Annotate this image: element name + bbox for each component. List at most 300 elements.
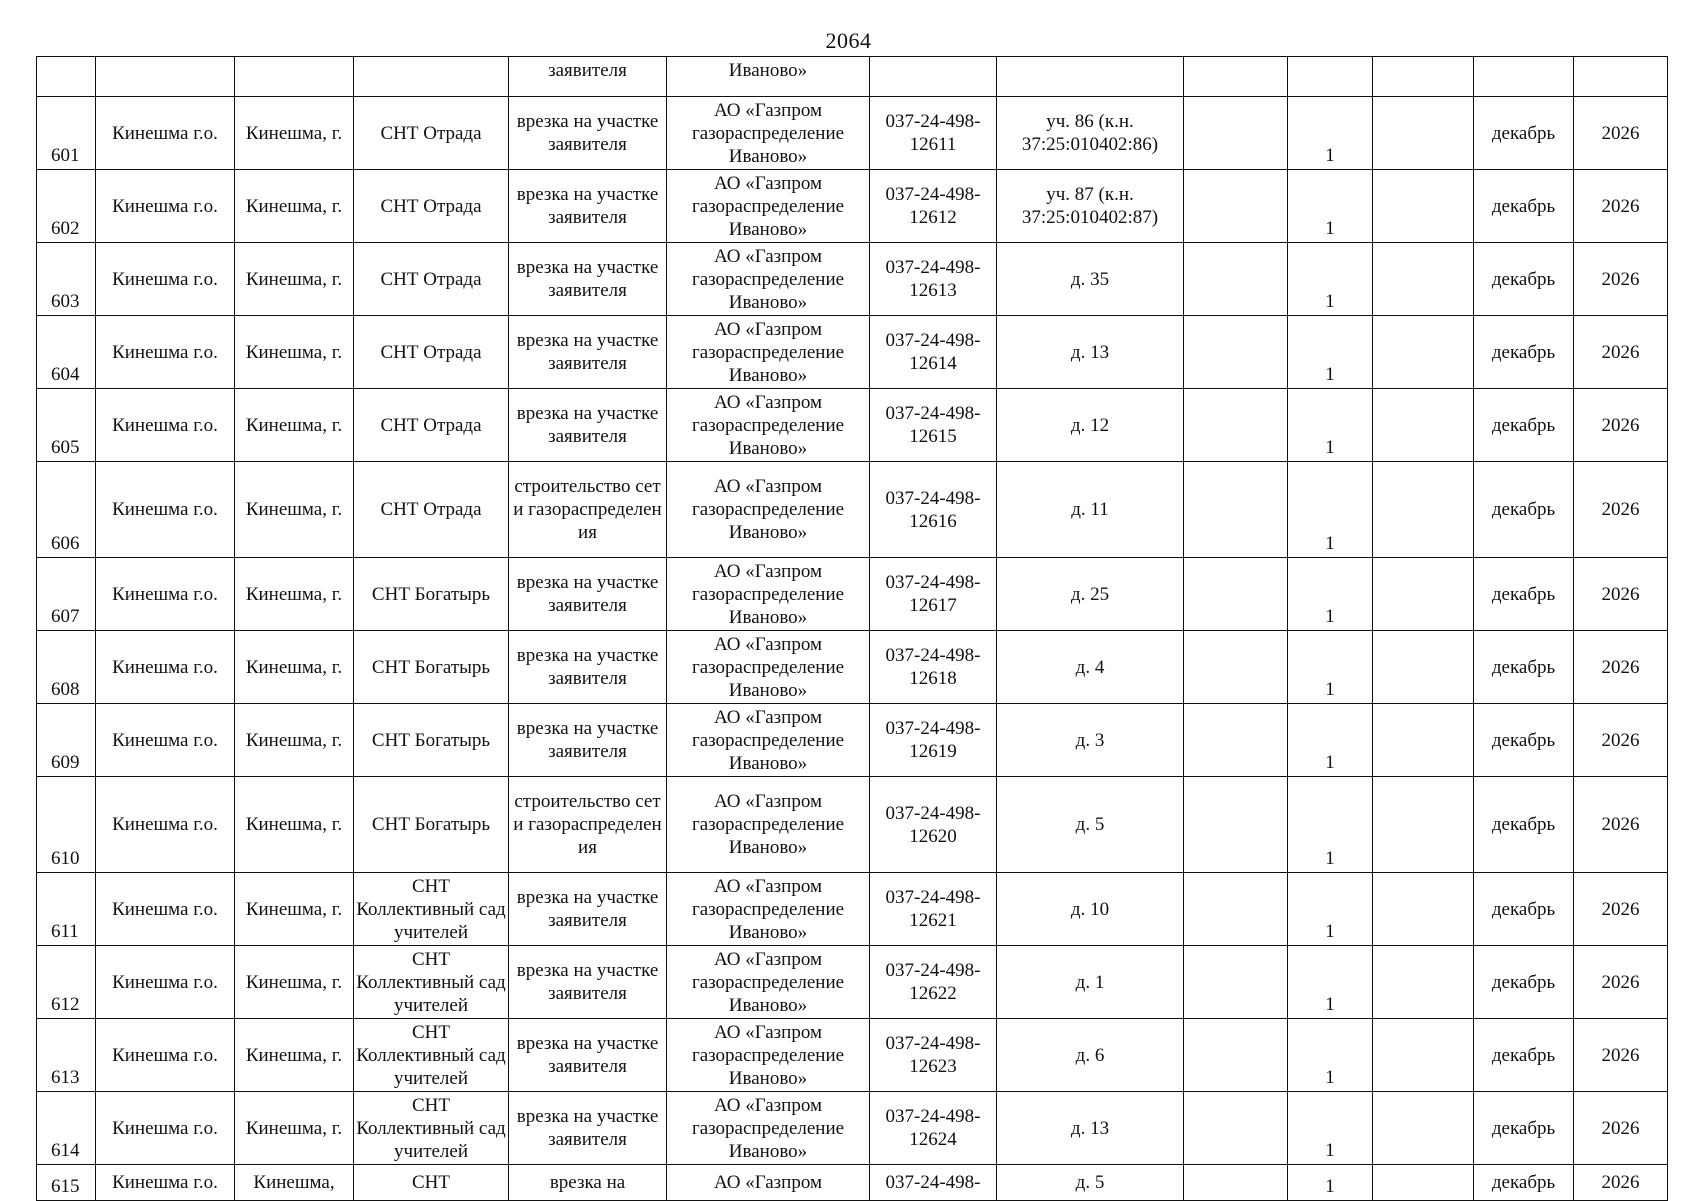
city-cell xyxy=(235,57,354,97)
address-cell xyxy=(997,170,1184,243)
city-text: Кинешма, xyxy=(253,1172,335,1193)
year-text: 2026 xyxy=(1601,971,1640,993)
city-text: Кинешма, г. xyxy=(245,268,343,290)
row-number-text: 613 xyxy=(51,1067,80,1088)
organization-text: АО «Газпром газораспределение Иваново» xyxy=(691,318,845,386)
snt-cell xyxy=(354,704,509,777)
table-row xyxy=(37,946,1668,1019)
year-cell xyxy=(1574,389,1668,462)
work-type-text: врезка на участке заявителя xyxy=(516,1033,659,1077)
city-text: Кинешма, г. xyxy=(245,583,343,605)
code-text: 037-24-498-12617 xyxy=(885,572,981,616)
month-text: декабрь xyxy=(1491,656,1556,678)
address-cell xyxy=(997,558,1184,631)
year-text: 2026 xyxy=(1601,122,1640,144)
month-cell xyxy=(1474,170,1574,243)
snt-cell xyxy=(354,631,509,704)
empty-cell xyxy=(1373,777,1474,873)
district-text: Кинешма г.о. xyxy=(112,268,218,290)
month-text: декабрь xyxy=(1491,814,1556,835)
empty-cell xyxy=(1184,1019,1288,1092)
address-text: д. 4 xyxy=(1075,656,1105,678)
work-type-cell xyxy=(509,1165,667,1201)
empty-cell xyxy=(1184,57,1288,97)
snt-cell xyxy=(354,777,509,873)
work-type-cell xyxy=(509,558,667,631)
row-number xyxy=(37,777,96,873)
count-text: 1 xyxy=(1325,1140,1335,1161)
code-cell xyxy=(870,316,997,389)
empty-cell xyxy=(1373,873,1474,946)
empty-cell xyxy=(1373,462,1474,558)
year-cell xyxy=(1574,243,1668,316)
table-row xyxy=(37,777,1668,873)
month-text: декабрь xyxy=(1491,898,1556,920)
address-text: д. 5 xyxy=(1075,814,1105,835)
month-text: декабрь xyxy=(1491,1044,1556,1066)
year-cell xyxy=(1574,631,1668,704)
row-number xyxy=(37,873,96,946)
snt-cell xyxy=(354,1019,509,1092)
code-cell xyxy=(870,389,997,462)
count-text: 1 xyxy=(1325,364,1335,385)
row-number xyxy=(37,1019,96,1092)
organization-text: АО «Газпром газораспределение Иваново» xyxy=(691,560,845,628)
year-cell xyxy=(1574,873,1668,946)
year-cell xyxy=(1574,170,1668,243)
district-cell xyxy=(96,57,235,97)
table-row-continuation xyxy=(37,57,1668,97)
city-text: Кинешма, г. xyxy=(245,971,343,993)
month-cell xyxy=(1474,243,1574,316)
code-text: 037-24-498-12616 xyxy=(885,487,981,532)
count-cell xyxy=(1288,462,1373,558)
work-type-cell xyxy=(509,1019,667,1092)
empty-cell xyxy=(1184,389,1288,462)
year-cell xyxy=(1574,558,1668,631)
year-cell xyxy=(1574,704,1668,777)
registry-table xyxy=(36,56,1668,1201)
empty-cell xyxy=(1184,243,1288,316)
empty-cell xyxy=(1184,316,1288,389)
table-row xyxy=(37,1019,1668,1092)
code-cell xyxy=(870,462,997,558)
city-text: Кинешма, г. xyxy=(245,656,343,678)
count-cell xyxy=(1288,1092,1373,1165)
code-cell xyxy=(870,97,997,170)
organization-cell xyxy=(667,704,870,777)
code-text: 037-24-498-12618 xyxy=(885,645,981,689)
address-text: д. 1 xyxy=(1075,971,1105,993)
work-type-text: врезка на участке заявителя xyxy=(516,111,659,155)
month-cell xyxy=(1474,873,1574,946)
row-number-text: 605 xyxy=(51,437,80,458)
empty-cell xyxy=(1184,1165,1288,1201)
empty-cell xyxy=(1373,1092,1474,1165)
work-type-text: врезка на участке заявителя xyxy=(516,184,659,228)
city-text: Кинешма, г. xyxy=(245,499,343,520)
table-row xyxy=(37,1165,1668,1201)
row-number-text: 602 xyxy=(51,218,80,239)
month-text: декабрь xyxy=(1491,268,1556,290)
table-row xyxy=(37,558,1668,631)
district-text: Кинешма г.о. xyxy=(112,499,218,520)
organization-text: АО «Газпром газораспределение Иваново» xyxy=(691,476,845,543)
work-type-cell xyxy=(509,389,667,462)
table-row xyxy=(37,704,1668,777)
snt-cell xyxy=(354,462,509,558)
organization-text: Иваново» xyxy=(728,60,808,81)
address-text: д. 5 xyxy=(1075,1172,1105,1193)
work-type-text: строительство сети газораспределения xyxy=(513,476,662,543)
month-text: декабрь xyxy=(1491,583,1556,605)
code-text: 037-24-498-12623 xyxy=(885,1033,981,1077)
count-cell xyxy=(1288,631,1373,704)
code-text: 037-24-498-12621 xyxy=(885,887,981,931)
row-number xyxy=(37,316,96,389)
district-text: Кинешма г.о. xyxy=(112,814,218,835)
city-cell xyxy=(235,462,354,558)
count-text: 1 xyxy=(1325,921,1335,942)
snt-cell xyxy=(354,1092,509,1165)
work-type-text: врезка на участке заявителя xyxy=(516,718,659,762)
city-cell xyxy=(235,170,354,243)
count-text: 1 xyxy=(1325,218,1335,239)
city-text: Кинешма, г. xyxy=(245,195,343,217)
organization-text: АО «Газпром газораспределение Иваново» xyxy=(691,1021,845,1089)
work-type-text: врезка на xyxy=(549,1172,626,1193)
organization-cell xyxy=(667,170,870,243)
city-cell xyxy=(235,558,354,631)
district-text: Кинешма г.о. xyxy=(112,122,218,144)
year-cell xyxy=(1574,777,1668,873)
table-row xyxy=(37,243,1668,316)
code-cell xyxy=(870,946,997,1019)
year-text: 2026 xyxy=(1601,583,1640,605)
work-type-text: врезка на участке заявителя xyxy=(516,572,659,616)
snt-text: СНТ xyxy=(412,1172,450,1193)
organization-text: АО «Газпром газораспределение Иваново» xyxy=(691,706,845,774)
city-cell xyxy=(235,631,354,704)
organization-text: АО «Газпром газораспределение Иваново» xyxy=(691,391,845,459)
address-cell xyxy=(997,1165,1184,1201)
empty-cell xyxy=(1373,558,1474,631)
table-row xyxy=(37,170,1668,243)
row-number-text: 603 xyxy=(51,291,80,312)
organization-text: АО «Газпром xyxy=(713,1172,823,1193)
empty-cell xyxy=(1184,631,1288,704)
table-row xyxy=(37,389,1668,462)
work-type-cell xyxy=(509,777,667,873)
count-text: 1 xyxy=(1325,679,1335,700)
count-cell xyxy=(1288,389,1373,462)
year-cell xyxy=(1574,1092,1668,1165)
count-text: 1 xyxy=(1325,752,1335,773)
snt-text: СНТ Отрада xyxy=(380,499,482,520)
row-number xyxy=(37,1165,96,1201)
year-text: 2026 xyxy=(1601,729,1640,751)
organization-cell xyxy=(667,316,870,389)
row-number xyxy=(37,97,96,170)
address-cell xyxy=(997,704,1184,777)
table-row xyxy=(37,97,1668,170)
city-cell xyxy=(235,946,354,1019)
row-number-text: 601 xyxy=(51,145,80,166)
address-cell xyxy=(997,57,1184,97)
snt-text: СНТ Отрада xyxy=(380,341,482,363)
organization-cell xyxy=(667,1092,870,1165)
empty-cell xyxy=(1184,946,1288,1019)
empty-cell xyxy=(1373,57,1474,97)
count-cell xyxy=(1288,558,1373,631)
count-cell xyxy=(1288,1019,1373,1092)
year-text: 2026 xyxy=(1601,1117,1640,1139)
district-text: Кинешма г.о. xyxy=(112,341,218,363)
empty-cell xyxy=(1373,631,1474,704)
empty-cell xyxy=(1373,946,1474,1019)
snt-text: СНТ Отрада xyxy=(380,122,482,144)
address-cell xyxy=(997,97,1184,170)
code-cell xyxy=(870,873,997,946)
address-text: д. 11 xyxy=(1071,499,1109,520)
code-text: 037-24-498-12611 xyxy=(885,111,981,155)
month-cell xyxy=(1474,57,1574,97)
year-text: 2026 xyxy=(1601,499,1640,520)
organization-cell xyxy=(667,1165,870,1201)
city-text: Кинешма, г. xyxy=(245,898,343,920)
month-cell xyxy=(1474,462,1574,558)
address-cell xyxy=(997,1092,1184,1165)
district-text: Кинешма г.о. xyxy=(112,1172,218,1193)
empty-cell xyxy=(1373,704,1474,777)
district-text: Кинешма г.о. xyxy=(112,729,218,751)
snt-cell xyxy=(354,170,509,243)
district-text: Кинешма г.о. xyxy=(112,195,218,217)
district-cell xyxy=(96,631,235,704)
district-cell xyxy=(96,1019,235,1092)
row-number-text: 608 xyxy=(51,679,80,700)
code-text: 037-24-498-12614 xyxy=(885,330,981,374)
snt-cell xyxy=(354,97,509,170)
count-cell xyxy=(1288,777,1373,873)
code-text: 037-24-498-12615 xyxy=(885,403,981,447)
month-text: декабрь xyxy=(1491,122,1556,144)
count-text: 1 xyxy=(1325,291,1335,312)
year-text: 2026 xyxy=(1601,814,1640,835)
organization-text: АО «Газпром газораспределение Иваново» xyxy=(691,99,845,167)
district-cell xyxy=(96,243,235,316)
month-cell xyxy=(1474,1019,1574,1092)
snt-cell xyxy=(354,946,509,1019)
organization-text: АО «Газпром газораспределение Иваново» xyxy=(691,1094,845,1162)
work-type-text: врезка на участке заявителя xyxy=(516,960,659,1004)
row-number-text: 612 xyxy=(51,994,80,1015)
count-cell xyxy=(1288,873,1373,946)
code-text: 037-24-498- xyxy=(885,1172,981,1193)
city-text: Кинешма, г. xyxy=(245,414,343,436)
snt-cell xyxy=(354,243,509,316)
snt-cell xyxy=(354,1165,509,1201)
district-cell xyxy=(96,946,235,1019)
month-text: декабрь xyxy=(1491,1117,1556,1139)
row-number xyxy=(37,243,96,316)
month-text: декабрь xyxy=(1491,729,1556,751)
snt-text: СНТ Отрада xyxy=(380,195,482,217)
organization-text: АО «Газпром газораспределение Иваново» xyxy=(691,948,845,1016)
month-cell xyxy=(1474,1165,1574,1201)
table-row xyxy=(37,1092,1668,1165)
count-cell xyxy=(1288,57,1373,97)
empty-cell xyxy=(1184,558,1288,631)
district-cell xyxy=(96,389,235,462)
work-type-text: строительство сети газораспределения xyxy=(513,791,662,858)
count-text: 1 xyxy=(1325,1067,1335,1088)
organization-text: АО «Газпром газораспределение Иваново» xyxy=(691,633,845,701)
empty-cell xyxy=(1184,462,1288,558)
year-cell xyxy=(1574,462,1668,558)
code-cell xyxy=(870,558,997,631)
work-type-text: врезка на участке заявителя xyxy=(516,257,659,301)
organization-text: АО «Газпром газораспределение Иваново» xyxy=(691,791,845,858)
code-cell xyxy=(870,1019,997,1092)
work-type-cell xyxy=(509,243,667,316)
empty-cell xyxy=(1184,97,1288,170)
work-type-cell xyxy=(509,946,667,1019)
count-cell xyxy=(1288,1165,1373,1201)
month-cell xyxy=(1474,1092,1574,1165)
code-cell xyxy=(870,170,997,243)
year-text: 2026 xyxy=(1601,268,1640,290)
snt-text: СНТ Богатырь xyxy=(371,729,491,751)
district-cell xyxy=(96,704,235,777)
organization-cell xyxy=(667,631,870,704)
empty-cell xyxy=(1373,243,1474,316)
snt-text: СНТ Богатырь xyxy=(371,656,491,678)
snt-text: СНТ Коллективный сад учителей xyxy=(356,1094,506,1162)
district-cell xyxy=(96,316,235,389)
empty-cell xyxy=(1184,170,1288,243)
work-type-text: врезка на участке заявителя xyxy=(516,403,659,447)
count-text: 1 xyxy=(1325,533,1335,554)
work-type-cell xyxy=(509,1092,667,1165)
address-cell xyxy=(997,316,1184,389)
address-text: д. 25 xyxy=(1070,583,1110,605)
city-cell xyxy=(235,873,354,946)
count-cell xyxy=(1288,97,1373,170)
district-text: Кинешма г.о. xyxy=(112,1117,218,1139)
code-text: 037-24-498-12613 xyxy=(885,257,981,301)
table-row xyxy=(37,631,1668,704)
code-text: 037-24-498-12612 xyxy=(885,184,981,228)
code-cell xyxy=(870,704,997,777)
count-text: 1 xyxy=(1325,1176,1335,1197)
month-cell xyxy=(1474,316,1574,389)
row-number xyxy=(37,170,96,243)
city-cell xyxy=(235,97,354,170)
city-cell xyxy=(235,777,354,873)
snt-text: СНТ Богатырь xyxy=(371,583,491,605)
count-text: 1 xyxy=(1325,606,1335,627)
city-cell xyxy=(235,1092,354,1165)
count-text: 1 xyxy=(1325,848,1335,869)
code-cell xyxy=(870,1165,997,1201)
snt-text: СНТ Отрада xyxy=(380,414,482,436)
snt-text: СНТ Коллективный сад учителей xyxy=(356,948,506,1016)
district-cell xyxy=(96,1165,235,1201)
district-text: Кинешма г.о. xyxy=(112,583,218,605)
year-text: 2026 xyxy=(1601,414,1640,436)
code-text: 037-24-498-12622 xyxy=(885,960,981,1004)
work-type-text: врезка на участке заявителя xyxy=(516,645,659,689)
district-cell xyxy=(96,1092,235,1165)
empty-cell xyxy=(1373,316,1474,389)
city-cell xyxy=(235,316,354,389)
district-text: Кинешма г.о. xyxy=(112,971,218,993)
code-cell xyxy=(870,631,997,704)
work-type-cell xyxy=(509,704,667,777)
city-text: Кинешма, г. xyxy=(245,341,343,363)
year-cell xyxy=(1574,1165,1668,1201)
organization-cell xyxy=(667,946,870,1019)
organization-cell xyxy=(667,1019,870,1092)
row-number xyxy=(37,558,96,631)
city-text: Кинешма, г. xyxy=(245,1117,343,1139)
year-cell xyxy=(1574,316,1668,389)
snt-text: СНТ Коллективный сад учителей xyxy=(356,1021,506,1089)
row-number-text: 607 xyxy=(51,606,80,627)
city-text: Кинешма, г. xyxy=(245,122,343,144)
district-text: Кинешма г.о. xyxy=(112,898,218,920)
organization-cell xyxy=(667,57,870,97)
month-text: декабрь xyxy=(1491,414,1556,436)
work-type-cell xyxy=(509,462,667,558)
empty-cell xyxy=(1373,170,1474,243)
city-cell xyxy=(235,243,354,316)
work-type-cell xyxy=(509,170,667,243)
snt-cell xyxy=(354,558,509,631)
row-number-text: 615 xyxy=(51,1176,80,1197)
count-cell xyxy=(1288,170,1373,243)
month-text: декабрь xyxy=(1491,499,1556,520)
table-row xyxy=(37,873,1668,946)
work-type-text: заявителя xyxy=(548,60,627,81)
snt-text: СНТ Отрада xyxy=(380,268,482,290)
city-text: Кинешма, г. xyxy=(245,814,343,835)
year-cell xyxy=(1574,97,1668,170)
district-text: Кинешма г.о. xyxy=(112,414,218,436)
empty-cell xyxy=(1184,777,1288,873)
address-cell xyxy=(997,1019,1184,1092)
table-row xyxy=(37,316,1668,389)
address-cell xyxy=(997,389,1184,462)
organization-cell xyxy=(667,243,870,316)
code-cell xyxy=(870,1092,997,1165)
city-cell xyxy=(235,389,354,462)
work-type-text: врезка на участке заявителя xyxy=(516,887,659,931)
month-cell xyxy=(1474,97,1574,170)
month-cell xyxy=(1474,631,1574,704)
row-number xyxy=(37,57,96,97)
district-cell xyxy=(96,558,235,631)
snt-cell xyxy=(354,57,509,97)
snt-cell xyxy=(354,873,509,946)
address-cell xyxy=(997,777,1184,873)
work-type-cell xyxy=(509,57,667,97)
month-cell xyxy=(1474,389,1574,462)
district-cell xyxy=(96,873,235,946)
city-cell xyxy=(235,1019,354,1092)
snt-cell xyxy=(354,389,509,462)
